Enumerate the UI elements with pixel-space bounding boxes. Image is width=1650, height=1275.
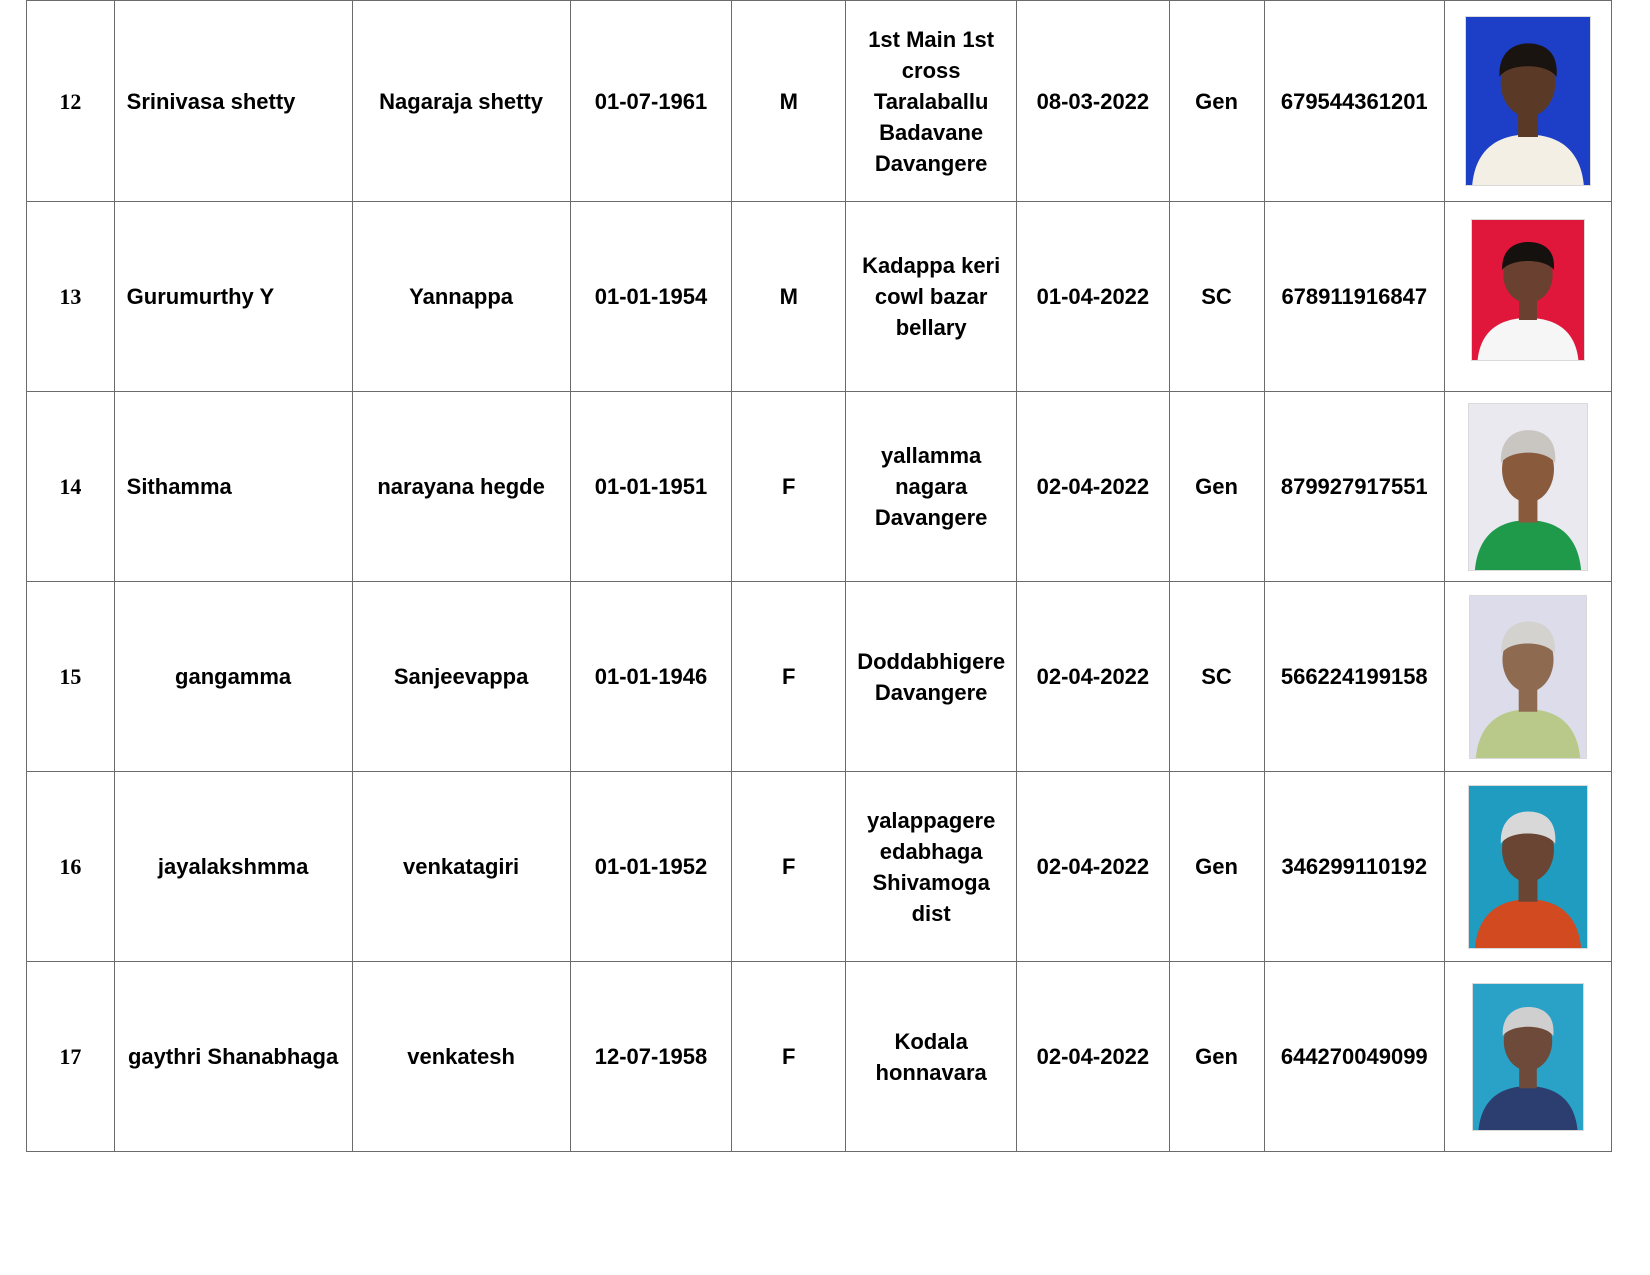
category: Gen [1169, 962, 1264, 1152]
aadhaar-number: 566224199158 [1264, 582, 1445, 772]
father-name: narayana hegde [352, 392, 570, 582]
address [846, 392, 1017, 582]
address-line: Kodala [894, 1028, 968, 1054]
beneficiary-photo [1472, 220, 1584, 360]
address-line: Taralaballu [873, 88, 989, 114]
sanction-date: 01-04-2022 [1017, 202, 1169, 392]
address-line: yallamma [881, 443, 982, 468]
table-row [27, 772, 1612, 962]
gender: M [732, 1, 846, 202]
address-line: 1st Main 1st [868, 26, 995, 52]
address [846, 962, 1017, 1152]
table-row [27, 202, 1612, 392]
address-line: Doddabhigere [857, 648, 1006, 674]
beneficiary-photo [1469, 404, 1587, 570]
table-row [27, 962, 1612, 1152]
beneficiary-name: gangamma [114, 582, 352, 772]
date-of-birth: 01-01-1946 [570, 582, 732, 772]
address [846, 582, 1017, 772]
photo-cell [1445, 962, 1612, 1152]
serial-number: 17 [27, 962, 115, 1152]
gender: F [732, 582, 846, 772]
serial-number: 13 [27, 202, 115, 392]
beneficiary-table [26, 0, 1612, 1152]
gender: F [732, 962, 846, 1152]
sanction-date: 02-04-2022 [1017, 772, 1169, 962]
aadhaar-number: 644270049099 [1264, 962, 1445, 1152]
father-name: Sanjeevappa [352, 582, 570, 772]
date-of-birth: 01-01-1951 [570, 392, 732, 582]
beneficiary-photo [1469, 786, 1587, 948]
father-name: Nagaraja shetty [352, 1, 570, 202]
sanction-date: 02-04-2022 [1017, 392, 1169, 582]
beneficiary-photo [1466, 17, 1590, 185]
category: Gen [1169, 772, 1264, 962]
beneficiary-name: jayalakshmma [114, 772, 352, 962]
serial-number: 12 [27, 1, 115, 202]
photo-cell [1445, 1, 1612, 202]
date-of-birth: 01-07-1961 [570, 1, 732, 202]
category: SC [1169, 202, 1264, 392]
address-line: Shivamoga dist [872, 869, 990, 926]
table-body [27, 1, 1612, 1152]
address-line: Kadappa keri [862, 253, 1001, 278]
photo-cell [1445, 582, 1612, 772]
serial-number: 15 [27, 582, 115, 772]
address-line: nagara [895, 474, 968, 499]
address-line: Davangere [874, 505, 988, 530]
date-of-birth: 12-07-1958 [570, 962, 732, 1152]
category: SC [1169, 582, 1264, 772]
address [846, 772, 1017, 962]
address-line: cowl bazar [874, 284, 988, 309]
date-of-birth: 01-01-1954 [570, 202, 732, 392]
serial-number: 14 [27, 392, 115, 582]
serial-number: 16 [27, 772, 115, 962]
sanction-date: 02-04-2022 [1017, 962, 1169, 1152]
address-line: yalappagere [866, 807, 996, 833]
category: Gen [1169, 1, 1264, 202]
table-row [27, 392, 1612, 582]
photo-cell [1445, 202, 1612, 392]
address-line: Badavane [879, 119, 984, 145]
date-of-birth: 01-01-1952 [570, 772, 732, 962]
beneficiary-photo [1473, 984, 1583, 1130]
father-name: Yannappa [352, 202, 570, 392]
beneficiary-photo [1470, 596, 1586, 758]
beneficiary-name: Srinivasa shetty [114, 1, 352, 202]
beneficiary-sheet [26, 0, 1612, 1152]
address [846, 1, 1017, 202]
table-row [27, 582, 1612, 772]
table-row [27, 1, 1612, 202]
father-name: venkatesh [352, 962, 570, 1152]
beneficiary-name: gaythri Shanabhaga [114, 962, 352, 1152]
address [846, 202, 1017, 392]
aadhaar-number: 346299110192 [1264, 772, 1445, 962]
category: Gen [1169, 392, 1264, 582]
gender: M [732, 202, 846, 392]
gender: F [732, 392, 846, 582]
father-name: venkatagiri [352, 772, 570, 962]
aadhaar-number: 679544361201 [1264, 1, 1445, 202]
sanction-date: 08-03-2022 [1017, 1, 1169, 202]
beneficiary-name: Sithamma [114, 392, 352, 582]
address-line: bellary [895, 315, 967, 340]
sanction-date: 02-04-2022 [1017, 582, 1169, 772]
aadhaar-number: 879927917551 [1264, 392, 1445, 582]
address-line: cross [901, 57, 961, 83]
address-line: Davangere [874, 150, 988, 176]
address-line: honnavara [875, 1059, 987, 1085]
photo-cell [1445, 772, 1612, 962]
address-line: edabhaga [879, 838, 983, 864]
beneficiary-name: Gurumurthy Y [114, 202, 352, 392]
gender: F [732, 772, 846, 962]
aadhaar-number: 678911916847 [1264, 202, 1445, 392]
address-line: Davangere [874, 679, 988, 705]
photo-cell [1445, 392, 1612, 582]
